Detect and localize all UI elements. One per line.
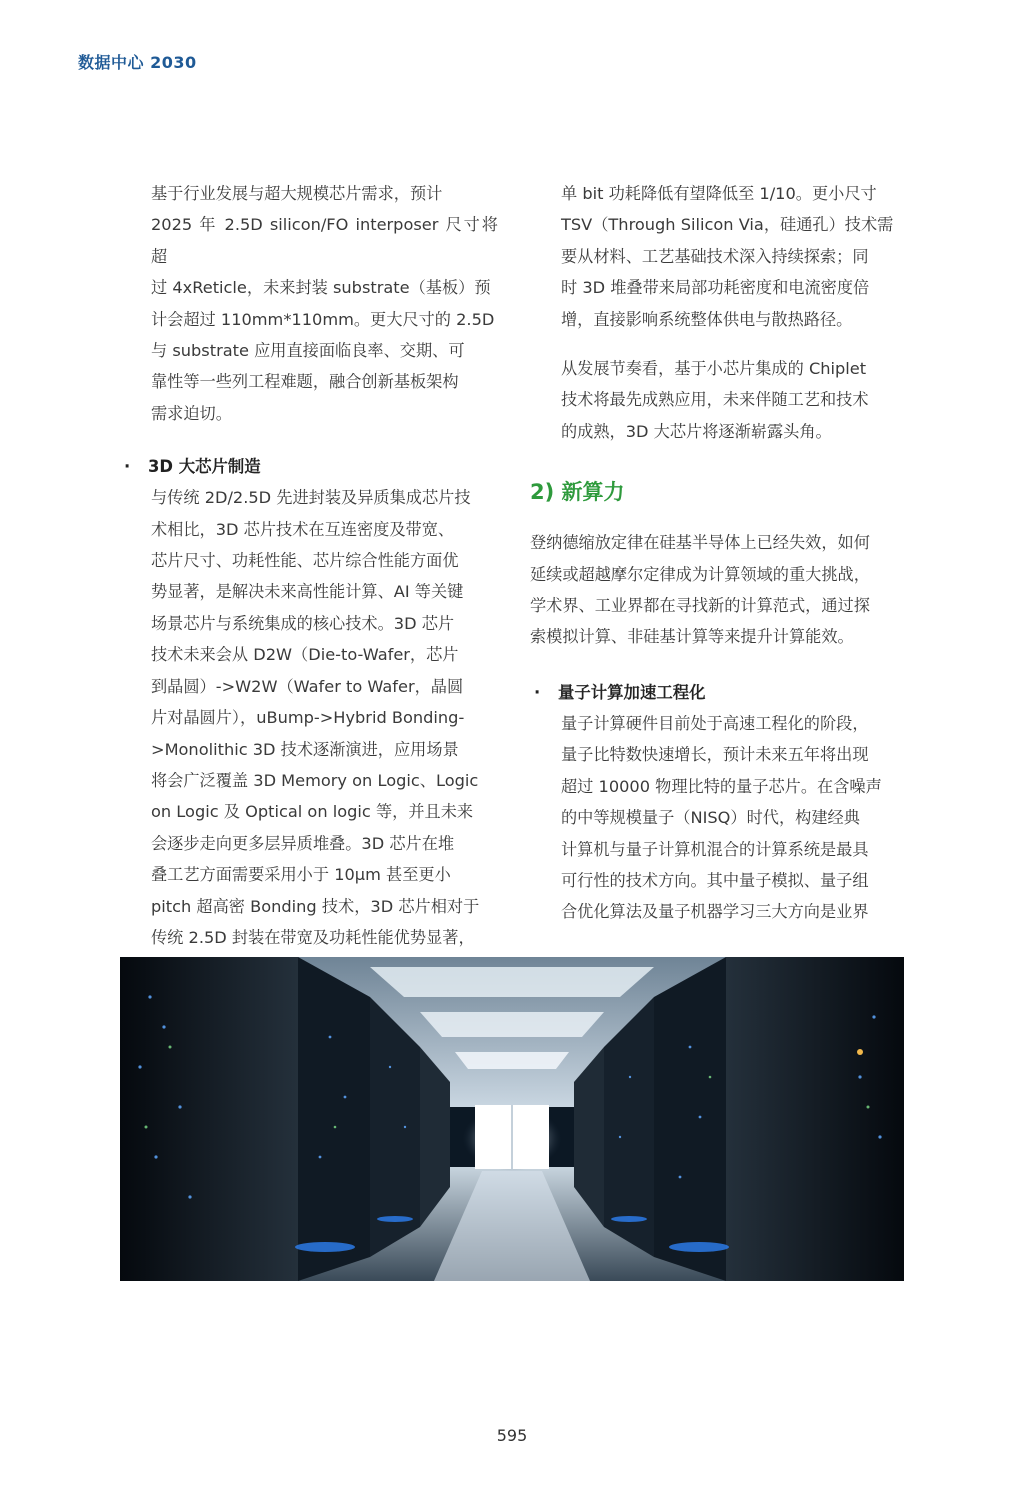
- text-line: 芯片尺寸、功耗性能、芯片综合性能方面优: [151, 551, 459, 571]
- text-line: 势显著，是解决未来高性能计算、AI 等关键: [151, 582, 464, 602]
- text-line: pitch 超高密 Bonding 技术，3D 芯片相对于: [151, 896, 480, 916]
- text-line: 合优化算法及量子机器学习三大方向是业界: [561, 902, 869, 922]
- bullet-title-text: 量子计算加速工程化: [558, 682, 706, 702]
- text-line: 可行性的技术方向。其中量子模拟、量子组: [561, 870, 869, 890]
- text-line: 延续或超越摩尔定律成为计算领域的重大挑战，: [530, 564, 870, 584]
- text-line: 的中等规模量子（NISQ）时代，构建经典: [561, 808, 860, 828]
- text-line: 场景芯片与系统集成的核心技术。3D 芯片: [151, 613, 455, 633]
- text-line: TSV（Through Silicon Via，硅通孔）技术需: [561, 215, 894, 235]
- text-line: 增，直接影响系统整体供电与散热路径。: [561, 309, 853, 329]
- text-line: 与 substrate 应用直接面临良率、交期、可: [151, 341, 465, 361]
- running-header: 数据中心 2030: [78, 53, 197, 72]
- text-line: 量子比特数快速增长，预计未来五年将出现: [561, 745, 869, 765]
- intro-paragraph: [120, 178, 498, 429]
- section-paragraph: [530, 527, 906, 653]
- text-line: 过 4xReticle，未来封装 substrate（基板）预: [151, 278, 491, 298]
- text-line: 索模拟计算、非硅基计算等来提升计算能效。: [530, 627, 854, 647]
- bullet-dot: ·: [534, 682, 541, 702]
- bullet-quantum: [530, 677, 906, 708]
- bullet-title-text: 3D 大芯片制造: [148, 457, 261, 477]
- text-line: 登纳德缩放定律在硅基半导体上已经失效，如何: [530, 533, 870, 553]
- quantum-paragraph: [530, 708, 906, 928]
- 3d-chip-paragraph: [120, 482, 498, 953]
- text-line: 与传统 2D/2.5D 先进封装及异质集成芯片技: [151, 488, 471, 508]
- text-line: 量子计算硬件目前处于高速工程化的阶段，: [561, 713, 869, 733]
- text-line: 时 3D 堆叠带来局部功耗密度和电流密度倍: [561, 278, 870, 298]
- text-line: >Monolithic 3D 技术逐渐演进，应用场景: [151, 739, 459, 759]
- text-line: on Logic 及 Optical on logic 等，并且未来: [151, 802, 474, 822]
- text-line: 技术将最先成熟应用，未来伴随工艺和技术: [561, 390, 869, 410]
- text-line: 计算机与量子计算机混合的计算系统是最具: [561, 839, 869, 859]
- text-line: 靠性等一些列工程难题，融合创新基板架构: [151, 372, 459, 392]
- text-line: 基于行业发展与超大规模芯片需求，预计: [151, 184, 443, 203]
- text-line: 需求迫切。: [151, 403, 232, 423]
- bullet-3d-chip: [120, 451, 498, 482]
- datacenter-corridor-illustration: [120, 957, 904, 1281]
- text-line: 计会超过 110mm*110mm。更大尺寸的 2.5D: [151, 309, 495, 329]
- text-line: 将会广泛覆盖 3D Memory on Logic、Logic: [151, 770, 479, 790]
- text-line: 要从材料、工艺基础技术深入持续探索；同: [561, 246, 869, 266]
- text-line: 单 bit 功耗降低有望降低至 1/10。更小尺寸: [561, 184, 877, 203]
- text-line: 从发展节奏看，基于小芯片集成的 Chiplet: [561, 359, 867, 379]
- right-column: [530, 178, 906, 928]
- text-line: 超过 10000 物理比特的量子芯片。在含噪声: [561, 776, 882, 796]
- text-line: 片对晶圆片），uBump->Hybrid Bonding-: [151, 708, 465, 728]
- text-line: 技术未来会从 D2W（Die-to-Wafer，芯片: [151, 645, 459, 665]
- text-line: 叠工艺方面需要采用小于 10μm 甚至更小: [151, 865, 451, 885]
- left-column: [120, 178, 498, 953]
- text-line: 会逐步走向更多层异质堆叠。3D 芯片在堆: [151, 833, 455, 853]
- text-line: 到晶圆）->W2W（Wafer to Wafer，晶圆: [151, 676, 464, 696]
- text-line: 术相比，3D 芯片技术在互连密度及带宽、: [151, 519, 455, 539]
- chiplet-paragraph: [530, 353, 906, 447]
- text-line: 2025 年 2.5D silicon/FO interposer 尺寸将超: [151, 215, 498, 266]
- text-line: 传统 2.5D 封装在带宽及功耗性能优势显著，: [151, 927, 475, 947]
- page-number: 595: [496, 1426, 528, 1445]
- datacenter-corridor-photo: [120, 957, 904, 1281]
- text-line: 学术界、工业界都在寻找新的计算范式，通过探: [530, 596, 870, 616]
- section-heading-new-compute: 2) 新算力: [530, 480, 625, 505]
- bullet-dot: ·: [124, 457, 131, 477]
- tsv-paragraph: [530, 178, 906, 335]
- text-line: 的成熟，3D 大芯片将逐渐崭露头角。: [561, 421, 832, 441]
